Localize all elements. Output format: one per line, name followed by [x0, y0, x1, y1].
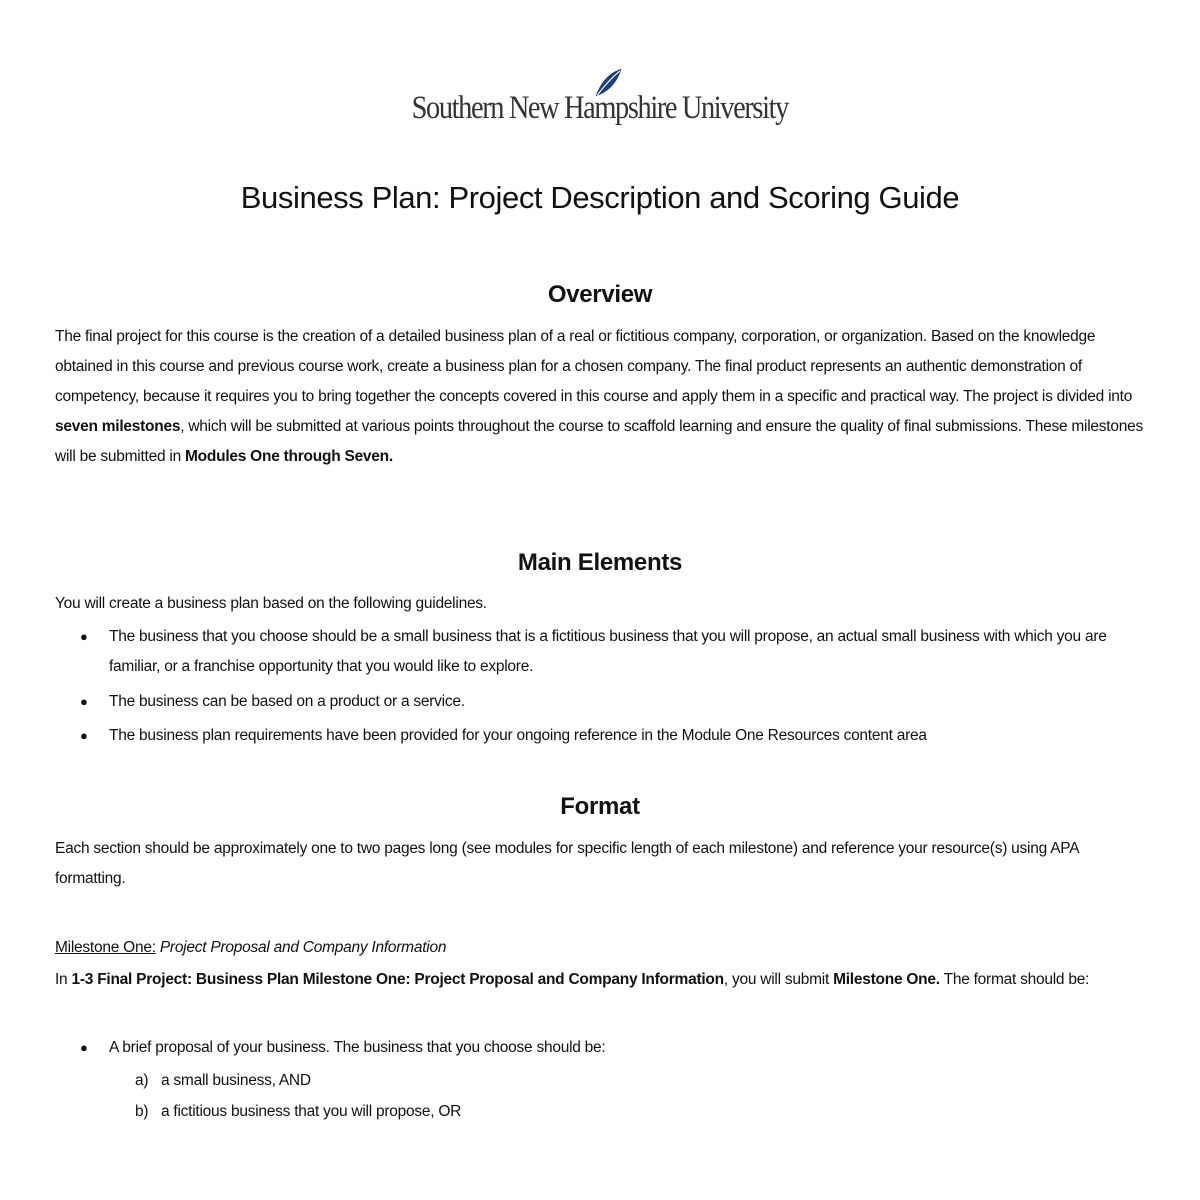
- overview-text-1: The final project for this course is the creation of a detailed business plan of a real or fictitious company, corporation, or organization. Based on the knowledge obtained in this course and previous course work, create a business plan for a chosen company. The final product represents an authentic demonstration of competency, because it requires you to bring together the concepts covered in this course and apply them in a specific and practical way. The project is divided into: [55, 328, 1133, 405]
- sub-list-text: a small business, AND: [161, 1072, 311, 1089]
- sub-list-item: [133, 1096, 461, 1127]
- list-item-text: The business can be based on a product or a service.: [109, 693, 465, 710]
- sub-list-marker: b): [135, 1103, 149, 1120]
- document-title: Business Plan: Project Description and Scoring Guide: [240, 180, 960, 215]
- milestone-text-2: , you will submit: [723, 971, 834, 988]
- overview-heading: Overview: [547, 281, 653, 308]
- sub-list-item: [133, 1065, 461, 1096]
- bullet-icon: ●: [80, 728, 88, 743]
- overview-text-2: , which will be submitted at various points throughout the course to scaffold learning and ensure the quality of final submissions. These milestones will be submitted in: [55, 418, 1143, 465]
- milestone-bold-assignment: 1-3 Final Project: Business Plan Milestone One: Project Proposal and Company Information: [71, 971, 724, 988]
- milestone-text-1: In: [55, 971, 72, 988]
- list-item: [55, 721, 1145, 751]
- overview-paragraph: [55, 322, 1145, 472]
- milestone-one-paragraph: [55, 965, 1145, 995]
- list-item: [55, 687, 1145, 717]
- milestone-text-3: The format should be:: [939, 971, 1090, 988]
- overview-bold-seven-milestones: seven milestones: [55, 418, 181, 435]
- bullet-icon: ●: [80, 1040, 88, 1055]
- leaf-icon: [594, 68, 623, 98]
- milestone-bold-name: Milestone One.: [833, 971, 940, 988]
- milestone-one-sublist: [133, 1065, 461, 1127]
- list-item-text: The business plan requirements have been provided for your ongoing reference in the Module One Resources content area: [109, 727, 927, 744]
- list-item-text: The business that you choose should be a small business that is a fictitious business that you will propose, an actual small business with which you are familiar, or a franchise opportunity that you would like to explore.: [109, 628, 1107, 675]
- bullet-icon: ●: [80, 629, 88, 644]
- overview-bold-modules: Modules One through Seven.: [185, 448, 393, 465]
- format-paragraph: Each section should be approximately one to two pages long (see modules for specific length of each milestone) and reference your resource(s) using APA formatting.: [55, 840, 1079, 887]
- list-item: [55, 622, 1145, 682]
- list-item-text: A brief proposal of your business. The business that you choose should be:: [109, 1039, 606, 1056]
- list-item: [55, 1033, 1145, 1063]
- format-heading: Format: [560, 793, 640, 820]
- main-elements-list: [55, 622, 1145, 751]
- logo: [0, 68, 1200, 127]
- sub-list-marker: a): [135, 1072, 149, 1089]
- milestone-one-label: Milestone One:: [55, 939, 156, 956]
- bullet-icon: ●: [80, 694, 88, 709]
- milestone-one-subtitle: Project Proposal and Company Information: [159, 939, 447, 956]
- milestone-one-list: [55, 1033, 1145, 1063]
- sub-list-text: a fictitious business that you will propose, OR: [161, 1103, 462, 1120]
- milestone-one-title: [55, 933, 1145, 963]
- university-logo: [412, 68, 788, 127]
- logo-text: Southern New Hampshire University: [411, 90, 789, 126]
- main-elements-heading: Main Elements: [517, 549, 683, 576]
- main-elements-intro: You will create a business plan based on the following guidelines.: [55, 595, 487, 612]
